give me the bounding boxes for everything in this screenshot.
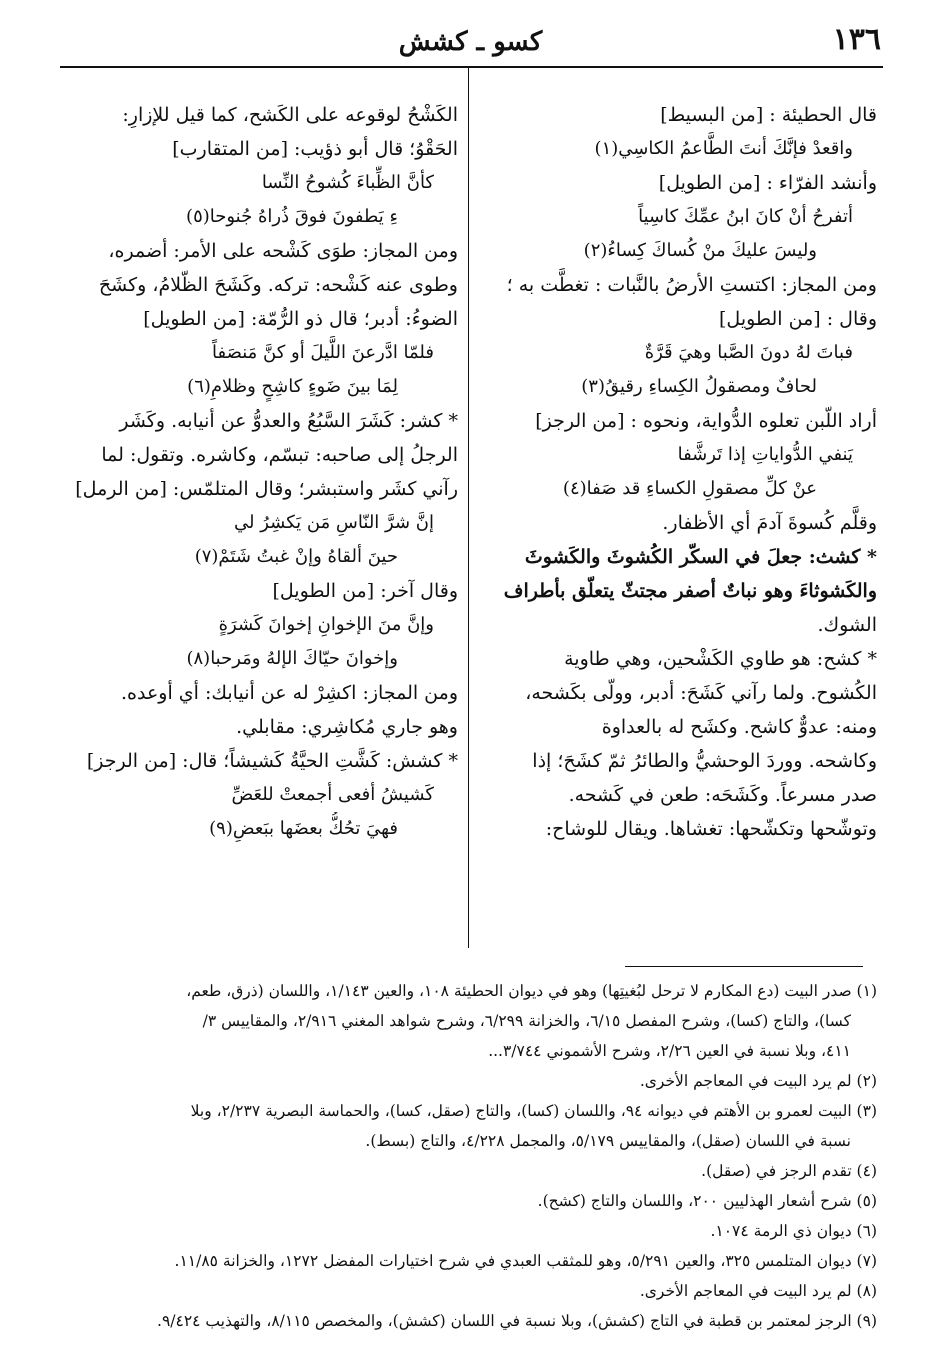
text-line: * كشش: كَشَّتِ الحيَّةُ كَشيشاً؛ قال: [من الرجز] [86, 750, 458, 772]
text-line: * كشر: كَشَرَ السَّبُعُ والعدوُّ عن أنيابه. وكَشَر [119, 410, 458, 432]
footnote-line: نسبة في اللسان (صقل)، والمقاييس ٥/١٧٩، والمجمل ٤/٢٢٨، والتاج (بسط). [365, 1132, 851, 1150]
text-line: ءِ يَطفونَ فوقَ ذُراهُ جُنوحا(٥) [186, 206, 398, 227]
page-title: كسو ـ كشش [398, 27, 543, 57]
footnote-line: (٦) ديوان ذي الرمة ١٠٧٤. [710, 1222, 877, 1240]
footnote-line: (٨) لم يرد البيت في المعاجم الأخرى. [639, 1282, 877, 1300]
text-line: الكُشوح. ولما رآني كَشَحَ: أدبر، وولّى بكَشحه، [525, 682, 877, 704]
header-rule [60, 66, 883, 68]
footnote-line: كسا)، والتاج (كسا)، وشرح المفصل ٦/١٥، والخزانة ٦/٢٩٩، وشرح شواهد المغني ٢/٩١٦، والمقاييس ٣/ [202, 1012, 851, 1030]
text-line: وقال آخر: [من الطويل] [272, 580, 458, 602]
text-line: الكَشْحُ لوقوعه على الكَشح، كما قيل للإزارِ: [122, 104, 458, 126]
text-line: والكَشوثاءَ وهو نباتٌ أصفر مجتثّ يتعلّق بأطراف [503, 580, 877, 602]
column-divider [468, 68, 469, 948]
text-line: عنْ كلِّ مصقولِ الكساءِ قد صَفا(٤) [562, 478, 817, 499]
text-line: فباتَ لهُ دونَ الصَّبا وهيَ قَرَّةٌ [644, 342, 853, 363]
text-line: الحَقْوُ؛ قال أبو ذؤيب: [من المتقارب] [172, 138, 458, 160]
footnotes [57, 976, 877, 1336]
footnote-line: (٤) تقدم الرجز في (صقل). [701, 1162, 877, 1180]
footnote-line: (٣) البيت لعمرو بن الأهتم في ديوانه ٩٤، واللسان (كسا)، والتاج (صقل، كسا)، والحماسة البصرية ٢/٢٣٧، وبلا [190, 1102, 877, 1120]
text-line: وإخوانَ حيّاكَ الإلهُ ومَرحبا(٨) [186, 648, 398, 669]
right-column [479, 98, 877, 846]
text-line: ومنه: عدوٌّ كاشح. وكشَح له بالعداوة [601, 716, 877, 738]
text-line: قال الحطيئة : [من البسيط] [660, 104, 877, 126]
text-line: الرجلُ إلى صاحبه: تبسّم، وكاشره. وتقول: لما [101, 444, 458, 466]
text-line: الشوك. [817, 614, 877, 636]
text-line: أراد اللّبن تعلوه الدُّواية، ونحوه : [من الرجز] [535, 410, 877, 432]
footnote-line: ٤١١، وبلا نسبة في العين ٢/٢٦، وشرح الأشموني ٣/٧٤٤... [488, 1042, 851, 1060]
text-line: يَنفي الدُّواياتِ إذا تَرشَّفا [677, 444, 853, 465]
text-line: * كشث: جعلَ في السكّر الكُشوثَ والكَشوثَ [524, 546, 877, 568]
text-line: وقلَّم كُسوةَ آدمَ أي الأظفار. [662, 512, 877, 534]
text-line: وطوى عنه كَشْحه: تركه. وكَشَحَ الظّلامُ، وكشَحَ [98, 274, 458, 296]
text-line: لحافٌ ومصقولُ الكِساءِ رقيقُ(٣) [581, 376, 817, 397]
text-line: كأنَّ الظِّباءَ كُشوحُ النِّسا [261, 172, 434, 193]
page-number: ١٣٦ [832, 22, 881, 57]
text-line: صدر مسرعاً. وكَشَحَه: طعن في كَشحه. [568, 784, 877, 806]
text-line: وأنشد الفرّاء : [من الطويل] [658, 172, 877, 194]
text-line: كَشيشُ أفعى أجمعتْ للعَضِّ [231, 784, 434, 805]
text-line: ومن المجاز: طوَى كَشْحه على الأمر: أضمره، [108, 240, 458, 262]
text-line: الضوءُ: أدبر؛ قال ذو الرُّمّة: [من الطويل] [143, 308, 458, 330]
text-line: وليسَ عليكَ منْ كُساكَ كِساءُ(٢) [583, 240, 817, 261]
text-line: ومن المجاز: اكتستِ الأرضُ بالنَّبات : تغطَّت به ؛ [506, 274, 877, 296]
text-line: وقال : [من الطويل] [719, 308, 877, 330]
text-line: لِمَا بينَ ضَوءٍ كاشِحٍ وظلامِ(٦) [187, 376, 398, 397]
text-line: وتوشّحها وتكشّحها: تغشاها. ويقال للوشاح: [545, 818, 877, 840]
text-line: إنَّ شرَّ النّاسِ مَن يَكشِرُ لي [234, 512, 434, 533]
text-line: رآني كشَر واستبشر؛ وقال المتلمّس: [من الرمل] [75, 478, 458, 500]
footnote-line: (٩) الرجز لمعتمر بن قطبة في التاج (كشش)، وبلا نسبة في اللسان (كشش)، والمخصص ٨/١١٥، والتهذيب ٩/٤٢٤. [157, 1312, 877, 1330]
running-header [60, 22, 881, 62]
text-line: * كشح: هو طاوي الكَشْحين، وهي طاوية [564, 648, 877, 670]
text-line: وإنَّ منَ الإخوانِ إخوانَ كَشرَةٍ [218, 614, 434, 635]
footnote-rule [625, 966, 863, 967]
text-line: حينَ ألقاهُ وإنْ غبتُ شَتَمْ(٧) [194, 546, 398, 567]
footnote-line: (٧) ديوان المتلمس ٣٢٥، والعين ٥/٢٩١، وهو للمثقب العبدي في شرح اختيارات المفضل ١٢٧٢، والخزانة ١١/٨٥. [174, 1252, 877, 1270]
footnote-line: (٥) شرح أشعار الهذليين ٢٠٠، واللسان والتاج (كشح). [537, 1192, 877, 1210]
text-line: فهيَ تحُكُّ بعضَها ببَعضِ(٩) [209, 818, 398, 839]
text-line: أتفرحُ أنْ كانَ ابنُ عمِّكَ كاسِياً [638, 206, 853, 227]
text-line: وكاشحه. ووردَ الوحشيُّ والطائرُ ثمّ كشَحَ؛ إذا [532, 750, 877, 772]
text-line: ومن المجاز: اكشِرْ له عن أنيابك: أي أوعده. [120, 682, 458, 704]
footnote-line: (١) صدر البيت (دع المكارم لا ترحل لبُغيتِها) وهو في ديوان الحطيئة ١٠٨، والعين ١/١٤٣، واللسان (ذرق، طعم، [186, 982, 877, 1000]
footnote-line: (٢) لم يرد البيت في المعاجم الأخرى. [639, 1072, 877, 1090]
text-line: واقعدْ فإنَّكَ أنتَ الطَّاعمُ الكاسِي(١) [594, 138, 853, 159]
text-line: وهو جاري مُكاشِري: مقابلي. [236, 716, 458, 738]
left-column [50, 98, 458, 846]
text-line: فلمّا ادَّرعنَ اللَّيلَ أو كنَّ مَنصَفاً [212, 342, 434, 363]
